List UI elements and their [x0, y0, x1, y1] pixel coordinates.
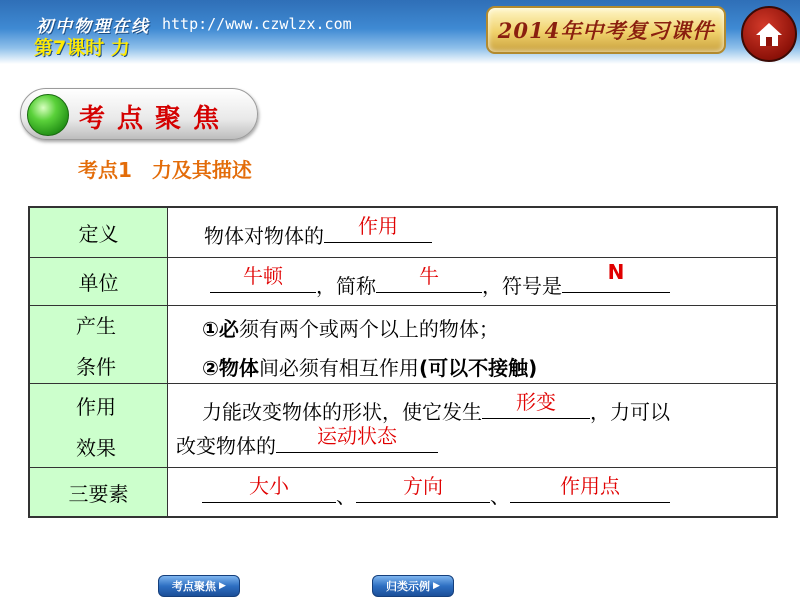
- answer-text: 作用: [358, 214, 398, 238]
- row-label-line: 产生: [76, 313, 116, 338]
- row-label-line: 条件: [76, 354, 116, 379]
- separator-text: 、: [336, 484, 356, 508]
- table-row-conditions: [30, 306, 776, 384]
- answer-text: 大小: [249, 474, 289, 498]
- subsection-title: 考点1 力及其描述: [78, 158, 252, 182]
- effect-text: 力能改变物体的形状，使它发生: [202, 400, 482, 424]
- condition-marker: ②物体: [202, 356, 259, 380]
- row-label: 定义: [30, 208, 168, 257]
- unit-text: ，符号是: [482, 274, 562, 298]
- answer-blank: [276, 424, 438, 453]
- effect-text: ，力可以: [590, 400, 670, 424]
- unit-text: ，简称: [316, 274, 376, 298]
- definition-table: [28, 206, 778, 518]
- answer-text: 作用点: [560, 474, 620, 498]
- row-content: [168, 468, 776, 516]
- effect-text: 改变物体的: [176, 434, 276, 458]
- condition-text: 须有两个或两个以上的物体；: [238, 317, 499, 341]
- home-button[interactable]: [741, 6, 797, 62]
- row-label: [30, 384, 168, 467]
- row-content: [168, 208, 776, 257]
- row-label: 三要素: [30, 468, 168, 516]
- answer-blank: [562, 260, 670, 293]
- green-orb-icon: [27, 94, 69, 136]
- row-content: [168, 258, 776, 305]
- row-label: [30, 306, 168, 383]
- site-url: http://www.czwlzx.com: [162, 15, 352, 33]
- home-icon: [754, 20, 784, 48]
- lesson-title: 第7课时 力: [34, 37, 130, 59]
- section-label: [20, 88, 258, 140]
- answer-text: N: [607, 260, 625, 284]
- answer-text: 牛顿: [243, 264, 283, 288]
- answer-blank: [324, 214, 432, 243]
- course-badge-label: 2014年中考复习课件: [497, 18, 715, 43]
- table-row-three-elements: [30, 468, 776, 516]
- separator-text: 、: [490, 484, 510, 508]
- section-title: 考点聚焦: [79, 104, 232, 134]
- answer-blank: [510, 474, 670, 503]
- row-content: [168, 306, 776, 383]
- nav-kaodian-button[interactable]: [158, 575, 240, 597]
- row-label-line: 作用: [76, 394, 116, 419]
- brand-logo-text: 初中物理在线: [36, 17, 150, 37]
- condition-marker: ①必: [202, 317, 239, 341]
- nav-kaodian-label: 考点聚焦: [172, 580, 217, 593]
- definition-text: 物体对物体的: [204, 224, 324, 248]
- table-row-effects: [30, 384, 776, 468]
- header-banner: [0, 0, 800, 64]
- condition-note: (可以不接触): [418, 356, 538, 380]
- answer-text: 运动状态: [317, 424, 397, 448]
- answer-blank: [202, 474, 336, 503]
- answer-blank: [376, 264, 482, 293]
- chevron-right-icon: ▶: [219, 581, 226, 591]
- chevron-right-icon: ▶: [433, 581, 440, 591]
- table-row-unit: [30, 258, 776, 306]
- row-label: 单位: [30, 258, 168, 305]
- table-row-definition: [30, 208, 776, 258]
- nav-guilei-button[interactable]: [372, 575, 454, 597]
- row-label-line: 效果: [76, 435, 116, 460]
- answer-blank: [210, 264, 316, 293]
- condition-text: 间必须有相互作用: [258, 356, 419, 380]
- row-content: [168, 384, 776, 467]
- answer-blank: [482, 390, 590, 419]
- nav-guilei-label: 归类示例: [386, 580, 431, 593]
- answer-text: 牛: [419, 264, 439, 288]
- answer-blank: [356, 474, 490, 503]
- answer-text: 方向: [403, 474, 443, 498]
- course-badge: [486, 6, 726, 54]
- answer-text: 形变: [516, 390, 556, 414]
